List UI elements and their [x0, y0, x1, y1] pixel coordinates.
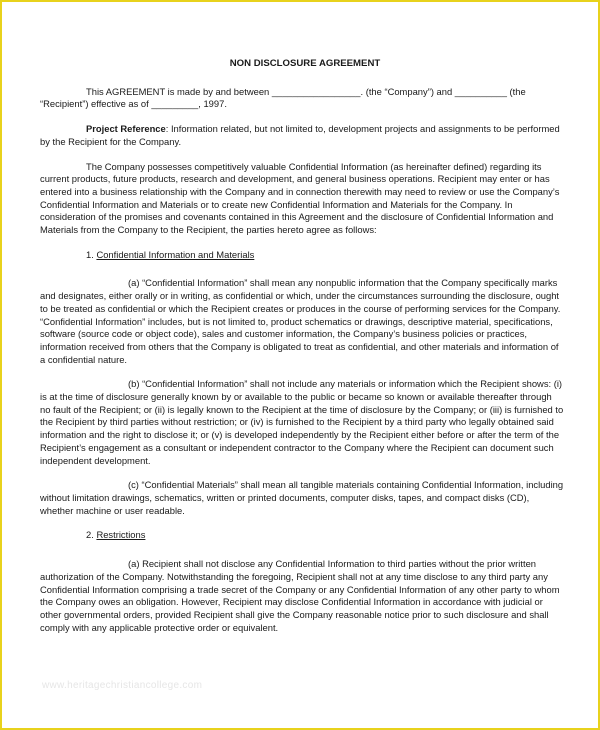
- section-1-number: 1.: [86, 248, 94, 260]
- section-2a-paragraph: (a) Recipient shall not disclose any Confidential Information to third parties without the prior written authorization of the Company. Notwithstanding the foregoing, Recipient shall not at any time disclose to any third party any Confidential Information comprising a trade secret of the Company or any Confidential Information of any other party to whom the Company owes an obligation. However, Recipient may disclose Confidential Information in accordance with judicial or other governmental orders, provided Recipient shall give the Company reasonable notice prior to such disclosure and shall comply with any applicable protective order or equivalent.: [40, 558, 560, 633]
- project-reference-text: : Information related, but not limited to, development projects and assignments to be performed by the Recipient for the Company.: [40, 123, 560, 147]
- section-1a-paragraph: (a) “Confidential Information” shall mean any nonpublic information that the Company specifically marks and designates, either orally or in writing, as confidential or which, under the circumstances surrounding the disclosure, ought to be treated as confidential or which the Recipient creates or produces in the course of performing services for the Company. “Confidential Information” includes, but is not limited to, product schematics or drawings, descriptive material, specifications, software (source code or object code), sales and customer information, the Company’s business policies or practices, information received from others that the Company is obligated to treat as confidential, and other materials and information of a confidential nature.: [40, 277, 561, 365]
- recital-paragraph: The Company possesses competitively valuable Confidential Information (as hereinafter defined) regarding its current products, future products, research and development, and general business operations. Recipient may enter or has entered into a business relationship with the Company and in connection therewith may need to review or use the Company’s Confidential Information and Materials or to create new Confidential Information and Materials for the Company. In consideration of the promises and covenants contained in this Agreement and the disclosure of Confidential Information and Materials from the Company to the Recipient, the parties hereto agree as follows:: [40, 160, 560, 236]
- section-2-title: Restrictions: [96, 529, 146, 541]
- project-reference-label: Project Reference: [86, 123, 166, 135]
- section-1c-paragraph: (c) “Confidential Materials” shall mean all tangible materials containing Confidential Information, including without limitation drawings, schematics, written or printed documents, computer disks, tapes, and compact disks (CD), whether machine or user readable.: [40, 479, 564, 516]
- section-1-heading: [86, 249, 564, 262]
- section-2-number: 2.: [86, 529, 94, 541]
- section-1-title: Confidential Information and Materials: [96, 248, 255, 260]
- intro-paragraph: This AGREEMENT is made by and between _________________. (the “Company”) and __________ (the “Recipient”) effective as of _________, 1997.: [40, 85, 526, 110]
- watermark: www.heritagechristiancollege.com: [42, 680, 203, 691]
- document-title: NON DISCLOSURE AGREEMENT: [229, 58, 381, 69]
- project-reference-paragraph: [40, 123, 564, 148]
- document-body: [40, 58, 564, 646]
- section-1b-paragraph: (b) “Confidential Information” shall not include any materials or information which the Recipient shows: (i) is at the time of disclosure generally known by or available to the public or became so known or available thereafter through no fault of the Recipient; or (ii) is legally known to the Recipient at the time of disclosure by the Company; or (iii) is furnished to the Recipient by third parties without restriction; or (iv) is furnished to the Recipient by a third party who legally obtained said information and the right to disclose it; or (v) is developed independently by the Recipient either before or after the term of the Recipient’s engagement as a consultant or independent contractor to the Company where the Recipient can document such independent development.: [40, 378, 564, 466]
- section-2-heading: [86, 529, 564, 542]
